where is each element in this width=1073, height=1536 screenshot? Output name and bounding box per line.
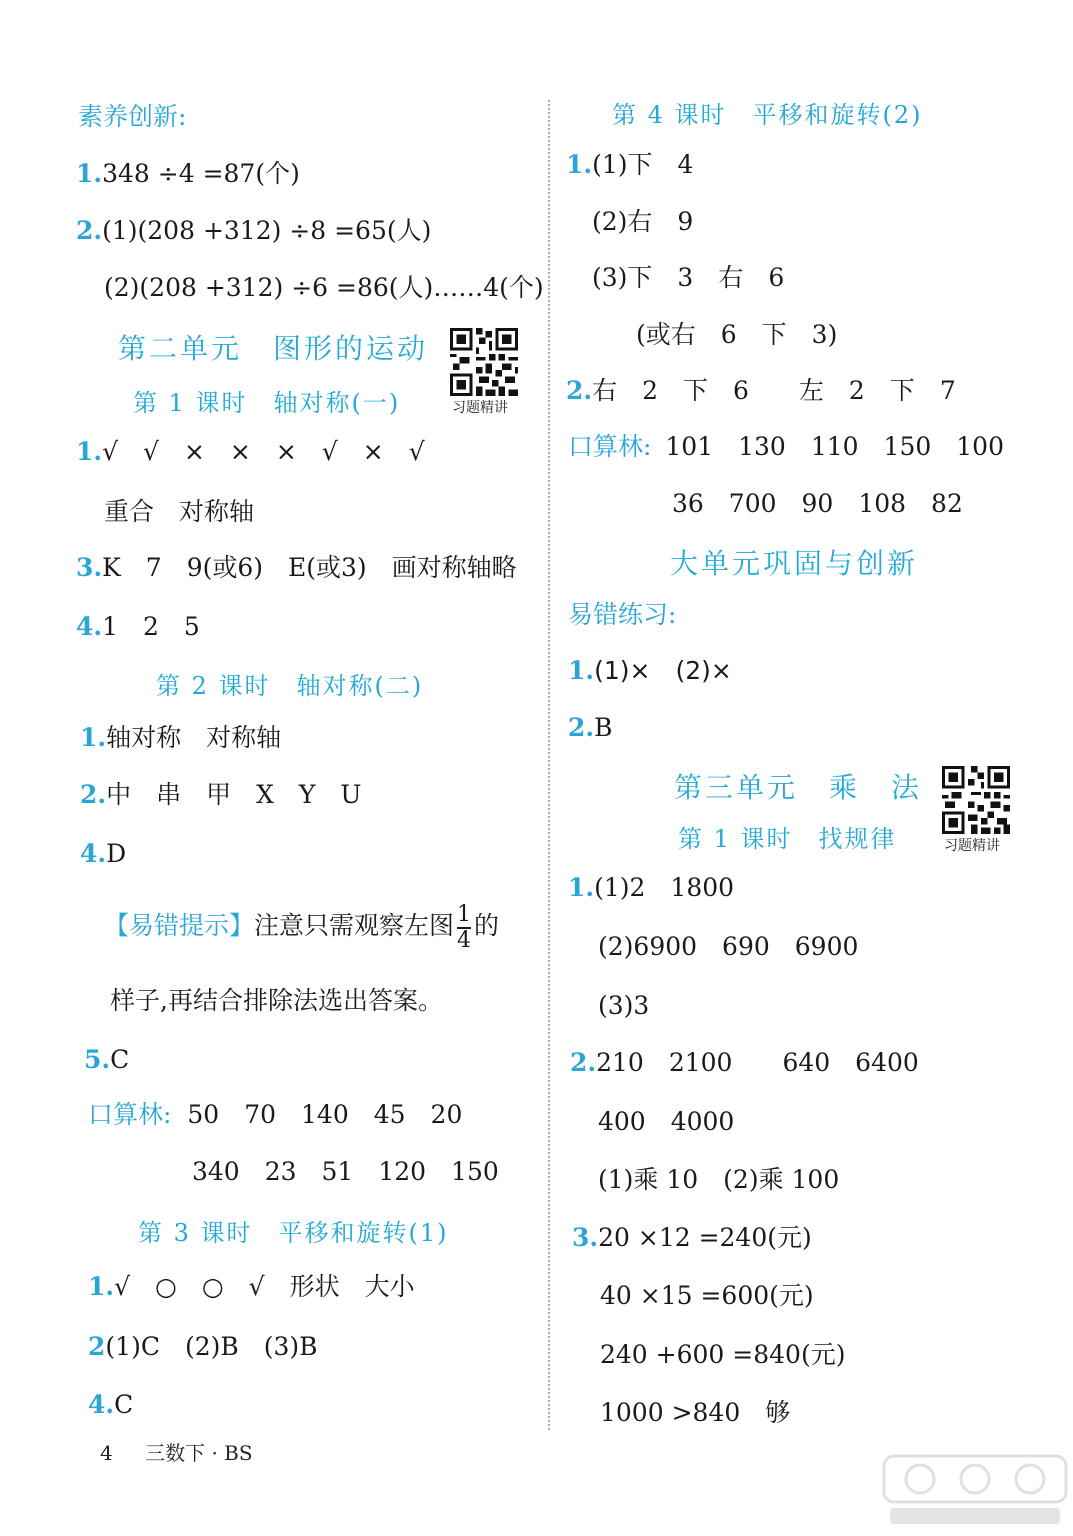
lesson-title: 第 1 课时 轴对称(一) (133, 389, 401, 417)
answer-number: 3. (76, 553, 103, 582)
error-tip-label: 【易错提示】 (104, 911, 255, 940)
fraction (457, 903, 471, 953)
answer-number: 4. (76, 612, 103, 641)
answer-line (80, 839, 126, 869)
qr-code[interactable] (942, 766, 1010, 834)
unit3-title: 第三单元 乘 法 (674, 771, 923, 804)
answer-text: 1000 >840 够 (600, 1398, 791, 1427)
answer-text: B (594, 713, 613, 742)
answer-line (570, 1048, 919, 1078)
unit2-title: 第二单元 图形的运动 (118, 332, 429, 365)
lesson-title: 第 3 课时 平移和旋转(1) (138, 1219, 449, 1247)
fraction-numerator: 1 (457, 901, 472, 927)
answer-text: (2)(208 +312) ÷6 =86(人)……4(个) (104, 273, 544, 302)
answer-text: K 7 9(或6) E(或3) 画对称轴略 (102, 553, 517, 582)
answer-text: 348 ÷4 =87(个) (102, 159, 300, 188)
answer-line (566, 150, 693, 180)
answer-number: 2. (76, 216, 103, 245)
page-number: 4 (100, 1441, 113, 1465)
qr-code[interactable] (450, 328, 518, 396)
answer-line (76, 216, 431, 246)
answer-text: 1 2 5 (102, 612, 200, 641)
answer-line (568, 713, 612, 743)
answer-line (568, 873, 734, 903)
answer-line (76, 159, 300, 189)
answer-number: 3. (572, 1223, 599, 1252)
answer-number: 1. (80, 723, 107, 752)
suyang-heading: 素养创新: (78, 102, 187, 131)
answer-line (80, 723, 281, 753)
answer-text: (或右 6 下 3) (636, 320, 838, 349)
answer-number: 2. (566, 376, 593, 405)
answer-line (566, 376, 956, 406)
answer-number: 1. (568, 656, 595, 685)
answer-text: (1)× (2)× (594, 656, 732, 685)
answer-text: 轴对称 对称轴 (106, 723, 282, 752)
kousuan-values: 36 700 90 108 82 (672, 489, 963, 518)
kousuan-label: 口算林: (568, 432, 652, 461)
column-divider (548, 100, 550, 1430)
answer-line (76, 612, 200, 642)
answer-number: 1. (568, 873, 595, 902)
answer-line (76, 553, 517, 583)
answer-text: (3)3 (598, 991, 650, 1020)
lesson-title: 第 2 课时 轴对称(二) (156, 672, 424, 700)
answer-text: 20 ×12 =240(元) (598, 1223, 812, 1252)
answer-text: 240 +600 =840(元) (600, 1340, 846, 1369)
lesson-title: 第 1 课时 找规律 (678, 825, 897, 853)
answer-line (88, 1272, 415, 1302)
page-footer (100, 1441, 253, 1465)
answer-number: 2. (568, 713, 595, 742)
answer-line (572, 1223, 812, 1253)
answer-text: 40 ×15 =600(元) (600, 1281, 814, 1310)
answer-text: C (110, 1045, 130, 1074)
error-tip-text: 注意只需观察左图 (254, 911, 455, 940)
answer-number: 5. (84, 1045, 111, 1074)
fraction-denominator: 4 (457, 927, 472, 953)
answer-text: √ √ × × × √ × √ (102, 437, 425, 466)
qr-label: 习题精讲 (944, 838, 1000, 854)
answer-line (568, 656, 732, 686)
answer-text: C (114, 1390, 134, 1419)
answer-line (88, 1332, 318, 1362)
yicuo-heading: 易错练习: (568, 600, 677, 629)
answer-number: 2. (570, 1048, 597, 1077)
answer-number: 1. (88, 1272, 115, 1301)
answer-text: (1)C (2)B (3)B (105, 1332, 318, 1361)
error-tip (104, 900, 499, 953)
answer-line (80, 780, 361, 810)
kousuan-values: 101 130 110 150 100 (665, 432, 1004, 461)
kousuan-line (88, 1100, 462, 1130)
answer-text: √ ○ ○ √ 形状 大小 (114, 1272, 415, 1301)
book-label: 三数下 · BS (145, 1441, 253, 1465)
answer-number: 4. (80, 839, 107, 868)
answer-text: (1)乘 10 (2)乘 100 (598, 1165, 840, 1194)
answer-text: 210 2100 640 6400 (596, 1048, 919, 1077)
answer-line (76, 437, 425, 467)
answer-text: D (106, 839, 127, 868)
answer-text: (3)下 3 右 6 (592, 263, 785, 292)
answer-number: 1. (566, 150, 593, 179)
answer-text: (1)下 4 (592, 150, 694, 179)
answer-text: 右 2 下 6 左 2 下 7 (592, 376, 956, 405)
answer-line (88, 1390, 133, 1420)
kousuan-values: 50 70 140 45 20 (187, 1100, 463, 1129)
watermark-logo (880, 1450, 1070, 1530)
answer-text: (2)6900 690 6900 (598, 932, 859, 961)
lesson-title: 第 4 课时 平移和旋转(2) (612, 101, 923, 129)
answer-number: 4. (88, 1390, 115, 1419)
answer-text: (2)右 9 (592, 207, 694, 236)
answer-text: (1)2 1800 (594, 873, 735, 902)
kousuan-values: 340 23 51 120 150 (192, 1157, 499, 1186)
answer-line (84, 1045, 129, 1075)
answer-number: 1. (76, 437, 103, 466)
answer-number: 2 (88, 1332, 106, 1361)
big-unit-title: 大单元巩固与创新 (670, 547, 919, 580)
answer-text: (1)(208 +312) ÷8 =65(人) (102, 216, 432, 245)
answer-number: 2. (80, 780, 107, 809)
error-tip-text-cont: 样子,再结合排除法选出答案。 (110, 986, 443, 1015)
answer-text: 400 4000 (598, 1107, 735, 1136)
qr-label: 习题精讲 (452, 400, 508, 416)
answer-number: 1. (76, 159, 103, 188)
answer-text: 中 串 甲 X Y U (106, 780, 362, 809)
error-tip-text-end: 的 (474, 911, 500, 940)
answer-text: 重合 对称轴 (104, 497, 255, 526)
kousuan-line (568, 432, 1004, 462)
kousuan-label: 口算林: (88, 1100, 172, 1129)
